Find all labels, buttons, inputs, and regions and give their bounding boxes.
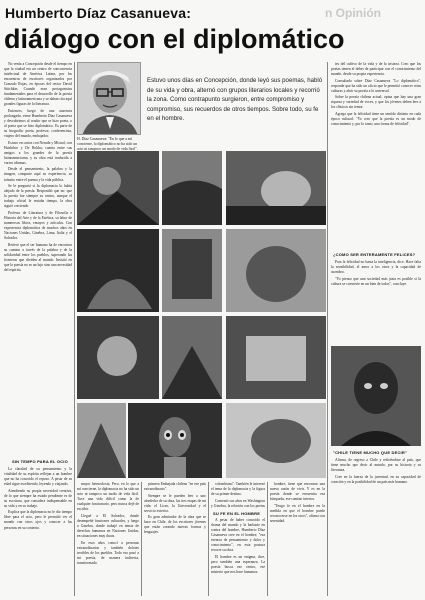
article-paragraph: Afirma, de regreso a Chile y refiriéndose al país, que tiene mucho que decir al mundo, por su historia y su literatura.	[331, 458, 421, 473]
article-paragraph: Explica que la diplomacia no le dio tiempo libre para el ocio, pero le permitió ver el mundo con otros ojos y conocer a las personas en su contexto.	[4, 510, 72, 530]
article-paragraph: mayor heterodoxia. Pero, en lo que a mí concierne, la diplomacia no ha sido un acto ni tampoco un modo de vida fácil. Tuve una vida difícil como la de cualquier funcionario, pero nunca dejé de escribir.	[77, 482, 139, 512]
article-paragraph: El hombre es un enigma, dice, pero también una esperanza. La poesía busca ese centro, ese misterio que nos hace humanos.	[211, 554, 265, 574]
photo-1	[77, 151, 159, 225]
article-paragraph: Estuvo en cartas con Neruda y Mistral, con Huidobro y De Rokha; cuenta entre sus amigos a los grandes de la poesía latinoamericana, y su obra está traducida a varios idiomas.	[4, 140, 72, 165]
article-paragraph: Consultado sobre Díaz Casanueva "Lo diplomático", responde que ha sido un oficio que le permitió conocer otras culturas y abrir su poesía a lo universal.	[331, 78, 421, 93]
photo-6	[226, 229, 326, 312]
article-column-1	[4, 62, 72, 454]
article-column-6-final	[331, 458, 421, 596]
photo-10	[77, 403, 126, 478]
article-paragraph: Desde el pensamiento, la palabra y la imagen, comparte aquí su experiencia, su tránsito entre el poema y la vida pública.	[4, 167, 72, 182]
portrait-caption: H. Díaz Casanueva: "En lo que a mí concierne, lo diplomático no ha sido un acto ni tampoco un modo de vida fácil".	[77, 137, 138, 151]
article-column-3	[144, 482, 206, 596]
article-column-1-continued	[4, 467, 72, 595]
photo-3	[226, 151, 326, 225]
article-paragraph: hombre, tiene que encontrar una nueva razón de vivir. Y es en la poesía donde se encuentra esa búsqueda, ese camino interior.	[270, 482, 325, 502]
article-paragraph: Es gran admirador de la obra que se hace en Chile, de los escritores jóvenes que están creando nuevas formas y lenguajes.	[144, 515, 206, 535]
article-paragraph: La claridad de su pensamiento y la vitalidad de su espíritu reflejan a un hombre que no ha conocido el reposo. A pesar de su edad sigue escribiendo, leyendo y viajando.	[4, 467, 72, 487]
subheading-fe-en-el-hombre: SU FE EN EL HOMBRE	[213, 511, 261, 516]
subheading-chile: "CHILE TIENE MUCHO QUE DECIR"	[333, 450, 408, 455]
article-column-4	[211, 482, 265, 508]
photo-12	[226, 403, 326, 478]
article-paragraph: Entonces, luego de una ausencia prolongada, viene Humberto Díaz Casanueva y descubrimos al orador que se hizo poeta, o al poeta que se hizo diplomático. Es parte de su biografía: poeta, profesor, conferencista, viajero del mundo, embajador.	[4, 108, 72, 139]
author-portrait	[77, 62, 141, 135]
column-divider	[267, 482, 268, 596]
article-paragraph: tes del cultivo de la vida y de la tristeza. Creo que los poetas tienen el deber de participar con el conocimiento del mundo, desde su propia experiencia.	[331, 62, 421, 77]
article-paragraph: No venía a Concepción desde el tiempo en que la ciudad era un centro de concurrencia intelectual de América Latina, por los encuentros de escritores organizados por Gonzalo Rojas, en épocas del rector David Stitchkin. Cuando eran protagonistas fundamentales para el desarrollo de la poesía chilena y latinoamericana y se daban cita aquí grandes figuras de la literatura.	[4, 62, 72, 107]
photo-4	[77, 229, 159, 312]
photo-7	[77, 316, 159, 399]
article-lead: Estuvo unos días en Concepción, donde leyó sus poemas, habló de su vida y obra, alternó con grupos literarios locales y recorrió la zona. Como contrapunto surgieron, entre compromiso y compromiso, sus recuerdos de otros tiempos. Sobre todo, su fe en el hombre.	[147, 77, 323, 123]
photo-11	[128, 403, 222, 478]
article-paragraph: Agrega que la felicidad tiene un sentido distinto en cada época cultural: "Yo creo que la poesía es un modo de conocimiento y, por lo tanto, una forma de felicidad".	[331, 111, 421, 127]
article-paragraph: Comentó sus años en Washington y Ginebra, la relación con los poetas	[211, 498, 265, 508]
article-paragraph: Atendiendo su propia necesidad creativa, de lo que siempre ha estado pendiente es de su escritura, que considera indispensable en su vida y en su trabajo.	[4, 488, 72, 508]
article-paragraph: colombiano". También le interesó el tema de la diplomacia y la figura de su primer destino.	[211, 482, 265, 497]
article-column-2	[77, 482, 139, 596]
article-headline: diálogo con el diplomático	[4, 24, 345, 54]
article-paragraph: Reiteró que el ser humano ha de encontrar su camino a través de la palabra y de la solidaridad entre los pueblos, superando las fronteras que dividen al mundo. Insistió en que la poesía no es un lujo sino una necesidad del espíritu.	[4, 242, 72, 272]
article-paragraph: Profesor de Literatura y de Filosofía e Historia del Arte y de la Estética, su labor de numerosos libros, ensayos y artículos. Con experiencia diplomática de muchos años en Naciones Unidas, Ginebra, Lima, Italia y el Salvador.	[4, 210, 72, 241]
photo-9	[226, 316, 326, 399]
article-column-6	[331, 62, 421, 248]
photo-8	[162, 316, 222, 399]
column-divider	[208, 482, 209, 596]
article-paragraph: Se le preguntó si la diplomacia lo había alejado de la poesía. Respondió que no: que la poesía fue siempre su centro, aunque el trabajo oficial le restaba tiempo, la obra siguió creciendo.	[4, 184, 72, 209]
article-column-4-continued	[211, 518, 265, 596]
article-paragraph: "Yo pienso que una sociedad más justa es posible si la cultura se convierte en un bien de todos", concluye.	[331, 276, 421, 286]
photo-right	[331, 346, 421, 446]
article-paragraph: "Tengo fe en el hombre en la medida en que el hombre puede reconocerse en los otros", afirma con serenidad.	[270, 503, 325, 523]
article-paragraph: Para la felicidad no basta la inteligencia, dice. Hace falta la sensibilidad, el amor a los otros y la capacidad de asombro.	[331, 260, 421, 275]
article-paragraph: Siempre se le pueden leer a uno alrededor de su obra, las tres etapas de mi vida: el Liceo, la Universidad y el servicio exterior.	[144, 493, 206, 513]
photo-5	[162, 229, 222, 312]
subheading-sin-tiempo: SIN TEMPO PARA EL OCIO	[12, 459, 68, 464]
article-paragraph: A pesar de haber conocido el drama del mundo y la barbarie en contra del hombre, Humberto Díaz Casanueva cree en el hombre, "esa esencia de pensamiento y dolor y conocimiento", en esta postura recorre su obra.	[211, 518, 265, 553]
article-column-6-continued	[331, 260, 421, 342]
column-divider	[327, 62, 328, 596]
article-column-5	[270, 482, 325, 596]
article-paragraph: Sobre la poesía chilena actual, opina que hay una gran riqueza y variedad de voces, y que los jóvenes deben leer a los clásicos sin temor.	[331, 95, 421, 110]
photo-2	[162, 151, 222, 225]
article-paragraph: Cree en la fuerza de la juventud, en su capacidad de creación y en la posibilidad de un país más humano.	[331, 474, 421, 484]
column-divider	[74, 62, 75, 596]
subheading-felices: ¿COMO SER ENTERAMENTE FELICES?	[333, 252, 416, 257]
column-divider	[141, 482, 142, 596]
article-paragraph: primera Embajada chilena "en ese país extraordinario".	[144, 482, 206, 492]
article-kicker: Humberto Díaz Casanueva:	[5, 5, 192, 21]
article-paragraph: Llegué a El Salvador, donde desempeñé funciones culturales, y luego a Ginebra, donde trabajé en temas de derechos humanos en Naciones Unidas, en situaciones muy duras.	[77, 513, 139, 538]
show-through-header: n Opinión	[325, 6, 381, 20]
article-paragraph: En esos años conocí a personas extraordinarias y también dolores terribles de los pueblos. Todo eso pasó a mi poesía, de manera indirecta, transformado.	[77, 540, 139, 565]
